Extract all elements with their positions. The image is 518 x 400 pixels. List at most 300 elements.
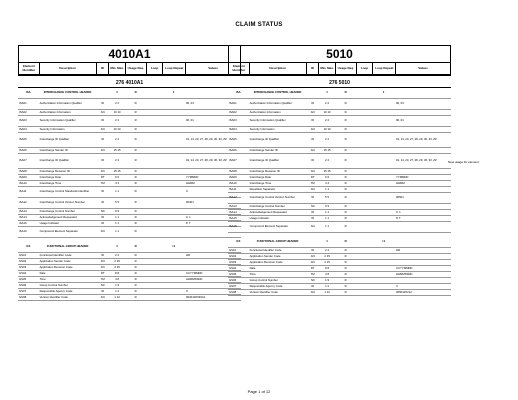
cell-usage: R (335, 187, 356, 193)
cell-usage: R (335, 148, 356, 154)
cell-desc: Authorization Information Qualifier (39, 99, 97, 110)
header-min-max: Min. Max. (109, 63, 126, 75)
cell-rep (162, 198, 185, 209)
cell-id: ISA01 (18, 99, 39, 110)
cell-type: AN (97, 148, 109, 154)
cell-min: 1 12 (319, 290, 335, 296)
cell-type (97, 88, 109, 99)
cell-usage: R (125, 215, 146, 221)
table-row (18, 99, 241, 110)
cell-min: 1 1 (319, 216, 335, 222)
cell-usage: R (335, 110, 356, 116)
cell-id: ISA11 (18, 187, 39, 198)
panel-5010-title: 5010 (229, 46, 450, 63)
cell-min: 15 15 (109, 169, 125, 175)
cell-type: ID (307, 248, 319, 254)
cell-type: ID (97, 187, 109, 198)
cell-rep: 1 (162, 88, 185, 99)
cell-desc: Interchange Sender ID (249, 148, 307, 154)
cell-type: ID (97, 253, 109, 259)
cell-type: AN (97, 259, 109, 265)
cell-vals: 0, 1 (185, 215, 241, 221)
cell-usage: R (125, 187, 146, 198)
cell-min: 6 6 (109, 175, 125, 181)
cell-vals: HR (395, 248, 451, 254)
cell-min: 2 15 (319, 254, 335, 260)
cell-id: ISA03 (228, 116, 249, 127)
cell-usage: R (335, 181, 356, 187)
cell-type: AN (97, 295, 109, 301)
cell-id: ISA09 (228, 175, 249, 181)
cell-usage: R (125, 271, 146, 277)
cell-desc: Application Sender Code (39, 259, 97, 265)
cell-vals: CCYYMMDD (395, 266, 451, 272)
header-values: Values (186, 63, 240, 75)
cell-min: 1 2 (319, 284, 335, 290)
cell-rep (372, 193, 395, 204)
cell-min: 1 (109, 88, 125, 99)
cell-type: ID (97, 133, 109, 148)
cell-min: 1 1 (109, 227, 125, 238)
table-row (228, 99, 451, 110)
table-row (228, 133, 451, 148)
cell-loop (356, 193, 372, 204)
cell-type: ID (97, 99, 109, 110)
table-row (228, 222, 451, 233)
cell-id: ISA08 (18, 169, 39, 175)
table-row (18, 227, 241, 238)
cell-type: ID (97, 215, 109, 221)
table-row (228, 154, 451, 169)
panel-5010-box (228, 45, 451, 76)
panel-4010-title: 4010A1 (19, 46, 240, 63)
cell-desc: Group Control Number (39, 283, 97, 289)
cell-id: ISA05 (18, 133, 39, 148)
cell-rep (162, 187, 185, 198)
cell-min: 4 4 (109, 181, 125, 187)
cell-type: ID (307, 116, 319, 127)
cell-loop (146, 187, 162, 198)
page-footer: Page 1 of 12 (247, 389, 271, 394)
cell-desc: Interchange Receiver ID (39, 169, 97, 175)
cell-vals: 00, 03 (185, 99, 241, 110)
cell-min: 10 10 (109, 127, 125, 133)
cell-vals: 01, 14, 20, 27, 28, 29, 30, 33, ZZ (185, 154, 241, 169)
cell-id: GS08 (18, 295, 39, 301)
cell-type: AN (307, 222, 319, 233)
cell-rep: 1 (372, 88, 395, 99)
header-usage: Usage Req. (125, 63, 146, 75)
panel-4010-segment: 276 4010A1 (18, 79, 241, 88)
cell-usage: R (335, 248, 356, 254)
cell-min: 1 1 (319, 222, 335, 233)
cell-id: GS06 (18, 283, 39, 289)
cell-type: ID (307, 193, 319, 204)
panel-4010-header (19, 63, 240, 75)
cell-desc: FUNCTIONAL GROUP HEADER (249, 237, 307, 248)
cell-vals: 01, 14, 20, 27, 28, 29, 30, 33, ZZ (395, 133, 451, 148)
cell-loop (146, 295, 162, 301)
cell-id: ISA09 (18, 175, 39, 181)
cell-vals: P, T (185, 221, 241, 227)
cell-min: 5 5 (109, 198, 125, 209)
cell-type (97, 242, 109, 253)
cell-min: 1 (319, 237, 335, 248)
cell-type: AN (307, 254, 319, 260)
header-element-id: Element Identifier (229, 63, 249, 75)
header-usage: Usage Req. (335, 63, 356, 75)
header-values: Values (396, 63, 450, 75)
cell-min: 15 15 (109, 148, 125, 154)
cell-id: ISA05 (228, 133, 249, 148)
cell-rep (162, 99, 185, 110)
cell-usage: R (335, 237, 356, 248)
cell-usage: R (335, 266, 356, 272)
cell-id: ISA08 (228, 169, 249, 175)
cell-min: 2 2 (319, 133, 335, 148)
cell-desc: Interchange Control Version Number (39, 198, 97, 209)
cell-desc: Interchange Date (249, 175, 307, 181)
cell-loop (356, 222, 372, 233)
cell-desc: Interchange Date (39, 175, 97, 181)
cell-loop (356, 154, 372, 169)
cell-vals: YYMMDD (185, 175, 241, 181)
cell-usage: R (125, 289, 146, 295)
cell-desc: Application Sender Code (249, 254, 307, 260)
cell-usage: R (125, 116, 146, 127)
cell-id: ISA (18, 88, 39, 99)
cell-rep (372, 133, 395, 148)
cell-min: 2 2 (319, 154, 335, 169)
cell-min: 9 9 (319, 204, 335, 210)
cell-min: 2 15 (109, 259, 125, 265)
cell-usage: R (335, 127, 356, 133)
table-row (18, 198, 241, 209)
cell-usage: R (125, 209, 146, 215)
cell-id: GS01 (228, 248, 249, 254)
cell-desc: Interchange Control Number (249, 204, 307, 210)
cell-usage: R (125, 221, 146, 227)
panel-5010-gs-table (228, 237, 451, 296)
cell-id: ISA13 (18, 209, 39, 215)
cell-min: 1 1 (319, 187, 335, 193)
cell-id: ISA12 (228, 193, 249, 204)
cell-vals: HHMMSSDD (395, 272, 451, 278)
cell-id: ISA14 (18, 215, 39, 221)
cell-usage: R (125, 277, 146, 283)
cell-type: N0 (97, 283, 109, 289)
cell-desc: Usage Indicator (249, 216, 307, 222)
cell-min: 2 2 (319, 248, 335, 254)
table-row (18, 133, 241, 148)
cell-desc: Component Element Separator (249, 222, 307, 233)
cell-desc: Interchange Control Version Number (249, 193, 307, 204)
cell-desc: INTERCHANGE CONTROL HEADER (39, 88, 97, 99)
cell-min: 8 8 (109, 271, 125, 277)
cell-type: AN (97, 110, 109, 116)
cell-min: 1 (109, 242, 125, 253)
cell-usage: R (335, 290, 356, 296)
cell-rep: >1 (162, 242, 185, 253)
cell-vals: P, T (395, 216, 451, 222)
table-row (228, 193, 451, 204)
cell-loop (146, 116, 162, 127)
cell-usage: R (335, 175, 356, 181)
cell-loop (146, 198, 162, 209)
cell-desc: Functional Identifier Code (249, 248, 307, 254)
cell-rep (372, 222, 395, 233)
cell-id: GS (18, 242, 39, 253)
cell-vals: HHMM (395, 181, 451, 187)
cell-id: GS03 (18, 265, 39, 271)
cell-usage: R (335, 254, 356, 260)
panel-4010 (18, 45, 241, 392)
cell-usage: R (125, 110, 146, 116)
cell-vals: 00501 (395, 193, 451, 204)
cell-rep (372, 99, 395, 110)
cell-type: DT (307, 175, 319, 181)
cell-desc: Interchange Sender ID (39, 148, 97, 154)
cell-id: ISA12 (18, 198, 39, 209)
cell-id: ISA10 (228, 181, 249, 187)
header-min-max: Min. Max. (319, 63, 336, 75)
cell-usage: R (335, 88, 356, 99)
cell-type: ID (307, 284, 319, 290)
cell-id: ISA04 (18, 127, 39, 133)
cell-rep (372, 116, 395, 127)
cell-type: N0 (307, 204, 319, 210)
segment-header-row (228, 88, 451, 99)
document-title: CLAIM STATUS (235, 22, 283, 28)
cell-type: DT (97, 271, 109, 277)
segment-header-row (228, 237, 451, 248)
cell-loop (146, 133, 162, 148)
cell-min: 6 6 (319, 175, 335, 181)
cell-desc: Interchange Receiver ID (249, 169, 307, 175)
cell-min: 1 1 (109, 215, 125, 221)
cell-type: ID (97, 289, 109, 295)
table-row (18, 154, 241, 169)
cell-min: 1 1 (109, 187, 125, 198)
cell-loop (146, 227, 162, 238)
cell-id: GS02 (18, 259, 39, 265)
cell-id: ISA13 (228, 204, 249, 210)
cell-min: 4 8 (319, 272, 335, 278)
cell-usage: R (125, 169, 146, 175)
cell-id: ISA16 (18, 227, 39, 238)
cell-desc: INTERCHANGE CONTROL HEADER (249, 88, 307, 99)
cell-vals: HHMM (185, 181, 241, 187)
cell-type (307, 88, 319, 99)
cell-desc: Interchange ID Qualifier (39, 133, 97, 148)
cell-vals: 00401 (185, 198, 241, 209)
cell-id: ISA06 (18, 148, 39, 154)
cell-id: ISA16 (228, 222, 249, 233)
cell-type: AN (307, 187, 319, 193)
cell-usage: R (335, 99, 356, 110)
cell-usage: R (335, 133, 356, 148)
cell-id: GS (228, 237, 249, 248)
cell-vals: CCYYMMDD (185, 271, 241, 277)
cell-desc: Interchange Control Standards Identifier (39, 187, 97, 198)
cell-type: AN (307, 290, 319, 296)
cell-desc: Security Information (39, 127, 97, 133)
cell-id: GS02 (228, 254, 249, 260)
cell-type: AN (97, 227, 109, 238)
cell-usage: R (125, 295, 146, 301)
cell-desc: Security Information (249, 127, 307, 133)
cell-type: TM (97, 181, 109, 187)
cell-desc: Time (39, 277, 97, 283)
cell-min: 2 2 (109, 133, 125, 148)
cell-type: ID (97, 221, 109, 227)
cell-usage: R (335, 216, 356, 222)
cell-rep (372, 154, 395, 169)
cell-loop (356, 237, 372, 248)
cell-min: 10 10 (319, 127, 335, 133)
cell-id: ISA07 (228, 154, 249, 169)
cell-min: 2 2 (319, 99, 335, 110)
header-loop: Loop (356, 63, 373, 75)
cell-id: ISA04 (228, 127, 249, 133)
cell-usage: R (125, 133, 146, 148)
cell-min: 2 2 (109, 116, 125, 127)
cell-desc: Repetition Separator (249, 187, 307, 193)
cell-id: GS04 (18, 271, 39, 277)
cell-usage: R (125, 127, 146, 133)
header-loop: Loop (146, 63, 163, 75)
cell-id: ISA15 (228, 216, 249, 222)
cell-loop (146, 242, 162, 253)
cell-vals (395, 88, 451, 99)
cell-id: ISA10 (18, 181, 39, 187)
cell-rep (372, 290, 395, 296)
cell-vals: X (395, 284, 451, 290)
cell-desc: Application Receiver Code (39, 265, 97, 271)
cell-min: 4 4 (319, 181, 335, 187)
cell-usage: R (125, 265, 146, 271)
cell-type: N0 (307, 278, 319, 284)
cell-id: GS04 (228, 266, 249, 272)
cell-desc: Interchange Control Number (39, 209, 97, 215)
cell-loop (356, 116, 372, 127)
cell-vals: 01, 14, 20, 27, 28, 29, 30, 33, ZZ (395, 154, 451, 169)
cell-type: DT (307, 266, 319, 272)
cell-min: 1 (319, 88, 335, 99)
cell-type: AN (307, 127, 319, 133)
cell-id: ISA01 (228, 99, 249, 110)
cell-loop (356, 88, 372, 99)
panel-4010-gs-table (18, 242, 241, 301)
cell-rep (162, 295, 185, 301)
cell-usage: R (335, 278, 356, 284)
panel-4010-box (18, 45, 241, 76)
header-description: Description (39, 63, 96, 75)
cell-vals: 00, 01 (185, 116, 241, 127)
cell-min: 4 8 (109, 277, 125, 283)
cell-usage: R (335, 154, 356, 169)
header-loop-repeat: Loop Repeat (373, 63, 396, 75)
segment-header-row (18, 88, 241, 99)
cell-min: 10 10 (319, 110, 335, 116)
cell-type: ID (307, 133, 319, 148)
cell-desc: Interchange ID Qualifier (249, 154, 307, 169)
panel-5010 (228, 45, 451, 392)
cell-loop (356, 99, 372, 110)
cell-usage: R (125, 198, 146, 209)
table-row (18, 187, 241, 198)
header-id: ID (306, 63, 319, 75)
cell-desc: Application Receiver Code (249, 260, 307, 266)
cell-min: 10 10 (109, 110, 125, 116)
cell-rep: >1 (372, 237, 395, 248)
cell-min: 8 8 (319, 266, 335, 272)
cell-type (307, 237, 319, 248)
cell-vals (395, 222, 451, 233)
cell-vals (395, 237, 451, 248)
cell-id: ISA03 (18, 116, 39, 127)
cell-desc: Interchange ID Qualifier (249, 133, 307, 148)
cell-usage: R (335, 222, 356, 233)
cell-vals: 0, 1 (395, 210, 451, 216)
cell-min: 1 1 (109, 221, 125, 227)
panel-5010-header (229, 63, 450, 75)
cell-type: AN (307, 169, 319, 175)
cell-usage: R (125, 283, 146, 289)
cell-type: AN (307, 110, 319, 116)
cell-usage: R (125, 253, 146, 259)
cell-type: ID (307, 210, 319, 216)
cell-type: ID (97, 198, 109, 209)
cell-type: ID (97, 116, 109, 127)
cell-desc: Security Information Qualifier (249, 116, 307, 127)
cell-rep (162, 154, 185, 169)
cell-id: ISA02 (18, 110, 39, 116)
cell-desc: Interchange Time (39, 181, 97, 187)
cell-min: 5 5 (319, 193, 335, 204)
cell-vals: YYMMDD (395, 175, 451, 181)
cell-desc: Security Information Qualifier (39, 116, 97, 127)
cell-id: GS07 (228, 284, 249, 290)
cell-type: ID (97, 154, 109, 169)
cell-loop (356, 133, 372, 148)
cell-rep (162, 227, 185, 238)
cell-vals: 004010X093A1 (185, 295, 241, 301)
cell-type: ID (307, 216, 319, 222)
cell-min: 1 9 (319, 278, 335, 284)
cell-min: 2 2 (319, 116, 335, 127)
cell-desc: Usage Indicator (39, 221, 97, 227)
cell-usage: R (125, 227, 146, 238)
cell-type: TM (97, 277, 109, 283)
cell-min: 1 9 (109, 283, 125, 289)
cell-usage: R (125, 259, 146, 265)
cell-vals: U (185, 187, 241, 198)
cell-min: 9 9 (109, 209, 125, 215)
cell-loop (146, 99, 162, 110)
cell-usage: R (335, 169, 356, 175)
cell-desc: Functional Identifier Code (39, 253, 97, 259)
cell-usage: R (335, 204, 356, 210)
cell-vals: HHMMSSDD (185, 277, 241, 283)
cell-rep (162, 133, 185, 148)
cell-min: 2 2 (109, 253, 125, 259)
cell-min: 1 1 (319, 210, 335, 216)
cell-id: GS01 (18, 253, 39, 259)
cell-desc: FUNCTIONAL GROUP HEADER (39, 242, 97, 253)
cell-vals: HR (185, 253, 241, 259)
cell-desc: Acknowledgement Requested (249, 210, 307, 216)
